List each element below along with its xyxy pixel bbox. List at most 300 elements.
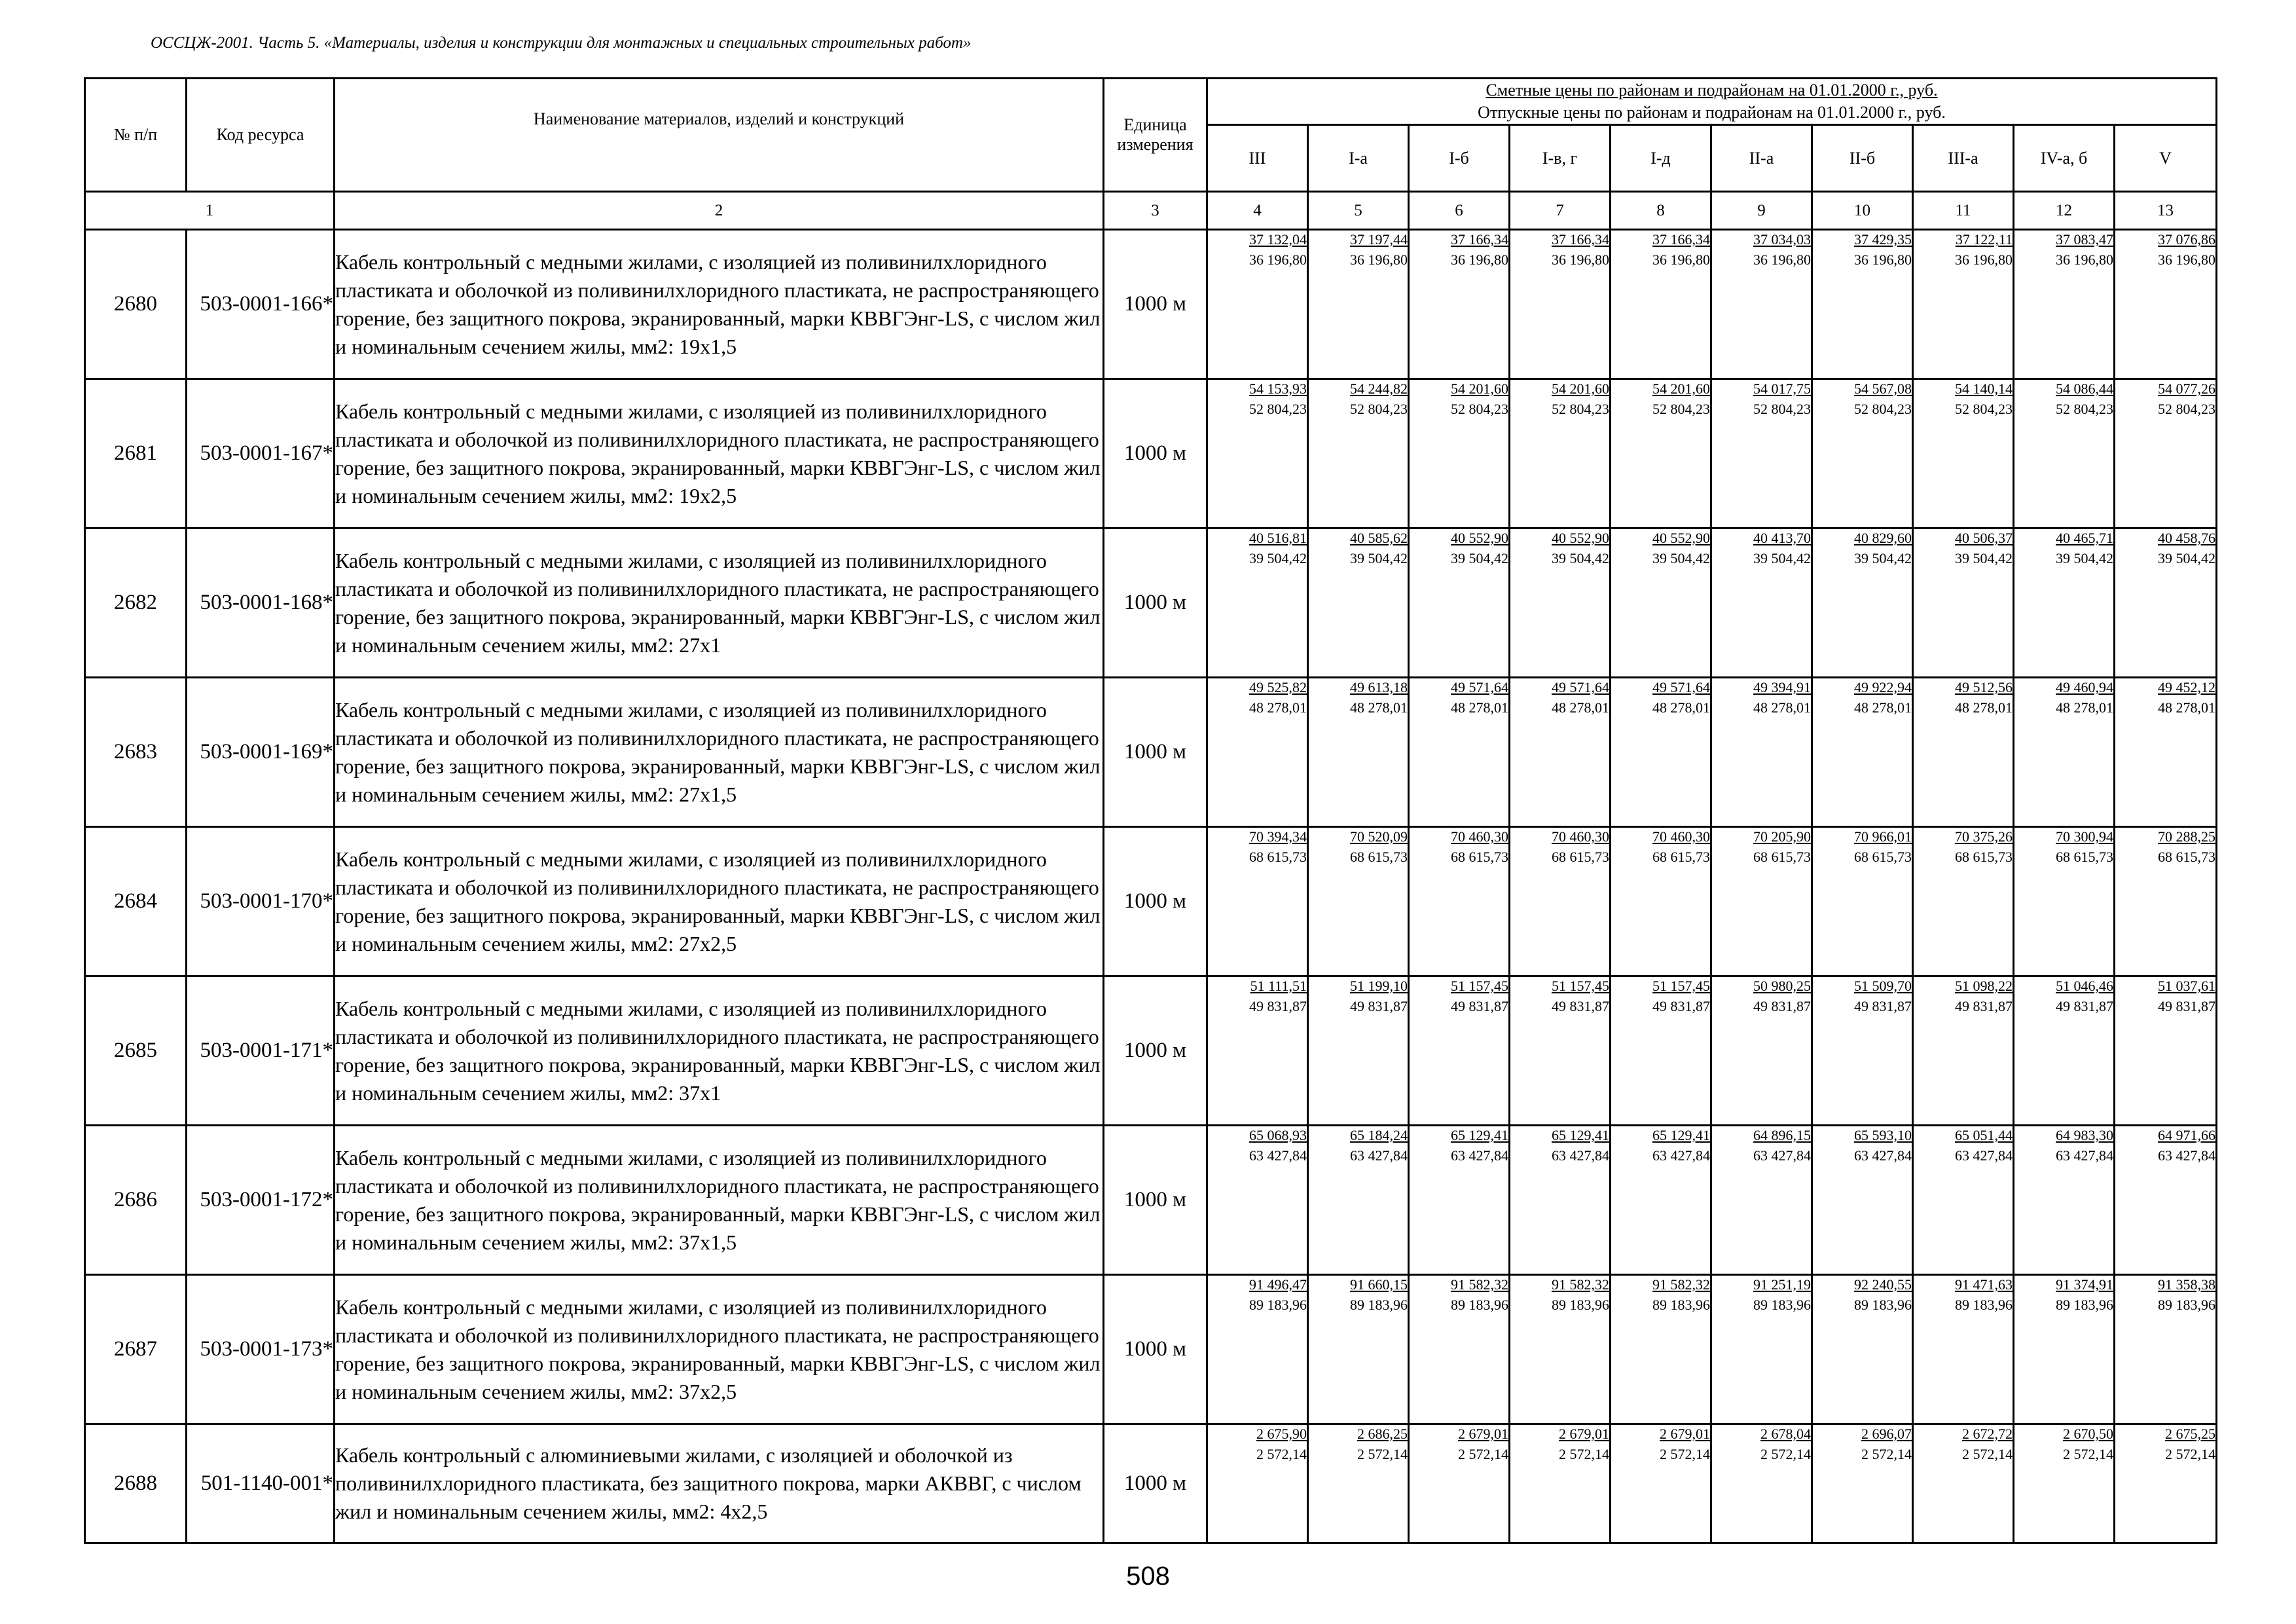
estimate-price: 2 679,01 [1458, 1426, 1508, 1442]
estimate-price: 51 157,45 [1652, 978, 1710, 994]
estimate-price: 70 205,90 [1753, 828, 1811, 845]
column-number-row [85, 192, 2217, 230]
price-cell [1913, 976, 2014, 1126]
release-price: 63 427,84 [2056, 1147, 2113, 1164]
estimate-price: 2 679,01 [1660, 1426, 1710, 1442]
material-name: Кабель контрольный с медными жилами, с изоляцией из поливинилхлоридного пластиката и оболочкой из поливинилхлоридного пластиката, не распространяющего горение, без защитного покрова, экранированный, марки КВВГЭнг-LS, с числом жил и номинальным сечением жилы, мм2: 27х1,5 [335, 678, 1104, 827]
estimate-price: 40 552,90 [1552, 530, 1609, 546]
column-number: 7 [1510, 192, 1611, 230]
release-price: 49 831,87 [1652, 998, 1710, 1014]
price-cell [1711, 827, 1812, 976]
release-price: 48 278,01 [1652, 699, 1710, 716]
release-price: 89 183,96 [2158, 1297, 2216, 1313]
release-price: 52 804,23 [1955, 401, 2013, 417]
column-number: 3 [1104, 192, 1207, 230]
row-number: 2687 [85, 1275, 187, 1424]
release-price: 63 427,84 [1955, 1147, 2013, 1164]
estimate-price: 54 244,82 [1350, 380, 1408, 397]
release-price: 39 504,42 [1753, 550, 1811, 566]
estimate-price: 40 552,90 [1451, 530, 1508, 546]
unit-of-measure: 1000 м [1104, 1126, 1207, 1275]
price-cell [1207, 1126, 1308, 1275]
estimate-price: 70 520,09 [1350, 828, 1408, 845]
estimate-price: 54 153,93 [1249, 380, 1307, 397]
price-cell [1611, 678, 1711, 827]
release-price: 39 504,42 [1350, 550, 1408, 566]
header-release-prices: Отпускные цены по районам и подрайонам на 01.01.2000 г., руб. [1478, 103, 1946, 122]
price-cell [1913, 230, 2014, 379]
header-price-group [1207, 79, 2217, 125]
estimate-price: 65 068,93 [1249, 1127, 1307, 1143]
release-price: 68 615,73 [2158, 849, 2216, 865]
price-cell [1711, 1126, 1812, 1275]
release-price: 36 196,80 [1955, 251, 2013, 268]
release-price: 68 615,73 [1249, 849, 1307, 865]
price-cell [1308, 1126, 1409, 1275]
price-cell [1207, 1424, 1308, 1543]
release-price: 48 278,01 [1854, 699, 1912, 716]
price-cell [2115, 678, 2217, 827]
price-cell [1913, 827, 2014, 976]
release-price: 2 572,14 [1962, 1446, 2013, 1462]
price-cell [1308, 1424, 1409, 1543]
estimate-price: 37 197,44 [1350, 231, 1408, 248]
price-cell [1510, 230, 1611, 379]
resource-code: 503-0001-172* [187, 1126, 335, 1275]
release-price: 39 504,42 [2056, 550, 2113, 566]
price-cell [2014, 1424, 2115, 1543]
price-cell [1409, 379, 1510, 528]
release-price: 48 278,01 [1350, 699, 1408, 716]
price-cell [2014, 827, 2115, 976]
release-price: 52 804,23 [1753, 401, 1811, 417]
estimate-price: 70 375,26 [1955, 828, 2013, 845]
price-cell [2014, 230, 2115, 379]
price-cell [1409, 528, 1510, 678]
estimate-price: 2 670,50 [2063, 1426, 2113, 1442]
material-name: Кабель контрольный с медными жилами, с изоляцией из поливинилхлоридного пластиката и оболочкой из поливинилхлоридного пластиката, не распространяющего горение, без защитного покрова, экранированный, марки КВВГЭнг-LS, с числом жил и номинальным сечением жилы, мм2: 19х1,5 [335, 230, 1104, 379]
release-price: 89 183,96 [2056, 1297, 2113, 1313]
release-price: 36 196,80 [2056, 251, 2113, 268]
estimate-price: 70 288,25 [2158, 828, 2216, 845]
estimate-price: 49 571,64 [1552, 679, 1609, 695]
price-cell [1913, 1424, 2014, 1543]
release-price: 39 504,42 [1955, 550, 2013, 566]
table-row [85, 1126, 2217, 1275]
region-header: III-а [1913, 125, 2014, 192]
release-price: 39 504,42 [1552, 550, 1609, 566]
price-cell [1308, 1275, 1409, 1424]
release-price: 48 278,01 [1753, 699, 1811, 716]
row-number: 2684 [85, 827, 187, 976]
estimate-price: 40 585,62 [1350, 530, 1408, 546]
page-number: 508 [1126, 1562, 1170, 1591]
release-price: 63 427,84 [1753, 1147, 1811, 1164]
estimate-price: 91 660,15 [1350, 1276, 1408, 1293]
header-estimate-prices: Сметные цены по районам и подрайонам на 01.01.2000 г., руб. [1485, 81, 1938, 100]
release-price: 49 831,87 [1552, 998, 1609, 1014]
release-price: 68 615,73 [1652, 849, 1710, 865]
price-cell [1711, 230, 1812, 379]
price-cell [1409, 1126, 1510, 1275]
estimate-price: 40 413,70 [1753, 530, 1811, 546]
estimate-price: 54 567,08 [1854, 380, 1912, 397]
release-price: 52 804,23 [2056, 401, 2113, 417]
release-price: 49 831,87 [1249, 998, 1307, 1014]
price-cell [2014, 976, 2115, 1126]
estimate-price: 50 980,25 [1753, 978, 1811, 994]
price-cell [2115, 1424, 2217, 1543]
estimate-price: 54 201,60 [1652, 380, 1710, 397]
price-cell [1913, 678, 2014, 827]
release-price: 89 183,96 [1552, 1297, 1609, 1313]
release-price: 89 183,96 [1249, 1297, 1307, 1313]
release-price: 63 427,84 [1552, 1147, 1609, 1164]
estimate-price: 2 672,72 [1962, 1426, 2013, 1442]
release-price: 2 572,14 [1256, 1446, 1307, 1462]
price-cell [1711, 379, 1812, 528]
estimate-price: 54 201,60 [1552, 380, 1609, 397]
price-cell [1510, 1424, 1611, 1543]
estimate-price: 65 129,41 [1652, 1127, 1710, 1143]
estimate-price: 2 675,90 [1256, 1426, 1307, 1442]
table-row [85, 1275, 2217, 1424]
estimate-price: 40 506,37 [1955, 530, 2013, 546]
estimate-price: 54 077,26 [2158, 380, 2216, 397]
estimate-price: 65 184,24 [1350, 1127, 1408, 1143]
price-cell [1611, 230, 1711, 379]
release-price: 2 572,14 [2165, 1446, 2216, 1462]
estimate-price: 51 157,45 [1552, 978, 1609, 994]
column-number: 13 [2115, 192, 2217, 230]
price-cell [1611, 528, 1711, 678]
material-name: Кабель контрольный с медными жилами, с изоляцией из поливинилхлоридного пластиката и оболочкой из поливинилхлоридного пластиката, не распространяющего горение, без защитного покрова, экранированный, марки КВВГЭнг-LS, с числом жил и номинальным сечением жилы, мм2: 37х1 [335, 976, 1104, 1126]
release-price: 48 278,01 [2056, 699, 2113, 716]
estimate-price: 49 460,94 [2056, 679, 2113, 695]
price-cell [1510, 379, 1611, 528]
release-price: 48 278,01 [1451, 699, 1508, 716]
estimate-price: 40 829,60 [1854, 530, 1912, 546]
estimate-price: 40 516,81 [1249, 530, 1307, 546]
unit-of-measure: 1000 м [1104, 1275, 1207, 1424]
material-name: Кабель контрольный с медными жилами, с изоляцией из поливинилхлоридного пластиката и оболочкой из поливинилхлоридного пластиката, не распространяющего горение, без защитного покрова, экранированный, марки КВВГЭнг-LS, с числом жил и номинальным сечением жилы, мм2: 19х2,5 [335, 379, 1104, 528]
price-cell [1510, 678, 1611, 827]
row-number: 2686 [85, 1126, 187, 1275]
price-cell [2014, 1126, 2115, 1275]
material-name: Кабель контрольный с алюминиевыми жилами, с изоляцией и оболочкой из поливинилхлоридного пластиката, без защитного покрова, марки АКВВГ, с числом жил и номинальным сечением жилы, мм2: 4х2,5 [335, 1424, 1104, 1543]
resource-code: 503-0001-166* [187, 230, 335, 379]
estimate-price: 91 582,32 [1552, 1276, 1609, 1293]
release-price: 39 504,42 [1249, 550, 1307, 566]
release-price: 36 196,80 [1652, 251, 1710, 268]
price-cell [1812, 230, 1913, 379]
price-cell [1913, 1275, 2014, 1424]
column-number: 1 [85, 192, 335, 230]
price-cell [1611, 976, 1711, 1126]
header-unit: Единица измерения [1104, 79, 1207, 192]
price-cell [1611, 1424, 1711, 1543]
price-cell [1812, 1275, 1913, 1424]
price-cell [1510, 1126, 1611, 1275]
estimate-price: 2 696,07 [1861, 1426, 1912, 1442]
price-cell [1812, 827, 1913, 976]
price-cell [1510, 976, 1611, 1126]
release-price: 36 196,80 [1854, 251, 1912, 268]
estimate-price: 51 157,45 [1451, 978, 1508, 994]
table-row [85, 528, 2217, 678]
column-number: 5 [1308, 192, 1409, 230]
price-cell [2115, 230, 2217, 379]
estimate-price: 40 465,71 [2056, 530, 2113, 546]
release-price: 68 615,73 [1552, 849, 1609, 865]
estimate-price: 65 129,41 [1451, 1127, 1508, 1143]
estimate-price: 2 675,25 [2165, 1426, 2216, 1442]
release-price: 63 427,84 [1652, 1147, 1710, 1164]
estimate-price: 37 083,47 [2056, 231, 2113, 248]
estimate-price: 49 571,64 [1652, 679, 1710, 695]
release-price: 68 615,73 [2056, 849, 2113, 865]
price-cell [1409, 230, 1510, 379]
price-cell [1711, 1424, 1812, 1543]
price-cell [2014, 1275, 2115, 1424]
release-price: 48 278,01 [1552, 699, 1609, 716]
release-price: 68 615,73 [1854, 849, 1912, 865]
region-header: III [1207, 125, 1308, 192]
price-cell [1913, 379, 2014, 528]
release-price: 48 278,01 [2158, 699, 2216, 716]
resource-code: 503-0001-173* [187, 1275, 335, 1424]
price-cell [1812, 528, 1913, 678]
estimate-price: 91 374,91 [2056, 1276, 2113, 1293]
release-price: 2 572,14 [1559, 1446, 1609, 1462]
estimate-price: 64 896,15 [1753, 1127, 1811, 1143]
price-cell [1711, 1275, 1812, 1424]
estimate-price: 91 582,32 [1652, 1276, 1710, 1293]
resource-code: 503-0001-168* [187, 528, 335, 678]
estimate-price: 91 496,47 [1249, 1276, 1307, 1293]
estimate-price: 54 201,60 [1451, 380, 1508, 397]
estimate-price: 37 166,34 [1552, 231, 1609, 248]
estimate-price: 49 512,56 [1955, 679, 2013, 695]
resource-code: 501-1140-001* [187, 1424, 335, 1543]
price-cell [1207, 678, 1308, 827]
resource-code: 503-0001-169* [187, 678, 335, 827]
estimate-price: 91 471,63 [1955, 1276, 2013, 1293]
estimate-price: 64 983,30 [2056, 1127, 2113, 1143]
release-price: 39 504,42 [2158, 550, 2216, 566]
release-price: 48 278,01 [1955, 699, 2013, 716]
column-number: 10 [1812, 192, 1913, 230]
release-price: 49 831,87 [1451, 998, 1508, 1014]
price-cell [1207, 976, 1308, 1126]
price-cell [1711, 528, 1812, 678]
estimate-price: 2 678,04 [1760, 1426, 1811, 1442]
region-header: II-б [1812, 125, 1913, 192]
price-cell [1308, 976, 1409, 1126]
price-cell [1711, 976, 1812, 1126]
release-price: 36 196,80 [2158, 251, 2216, 268]
price-cell [1611, 379, 1711, 528]
release-price: 89 183,96 [1350, 1297, 1408, 1313]
price-cell [1812, 976, 1913, 1126]
estimate-price: 70 394,34 [1249, 828, 1307, 845]
row-number: 2680 [85, 230, 187, 379]
price-cell [1812, 1126, 1913, 1275]
estimate-price: 54 140,14 [1955, 380, 2013, 397]
price-cell [2014, 379, 2115, 528]
release-price: 36 196,80 [1249, 251, 1307, 268]
unit-of-measure: 1000 м [1104, 976, 1207, 1126]
release-price: 2 572,14 [1660, 1446, 1710, 1462]
estimate-price: 70 460,30 [1451, 828, 1508, 845]
price-cell [1207, 379, 1308, 528]
column-number: 11 [1913, 192, 2014, 230]
price-cell [1207, 528, 1308, 678]
estimate-price: 51 509,70 [1854, 978, 1912, 994]
price-cell [1409, 827, 1510, 976]
price-cell [1308, 528, 1409, 678]
column-number: 6 [1409, 192, 1510, 230]
price-cell [1510, 1275, 1611, 1424]
release-price: 49 831,87 [1854, 998, 1912, 1014]
estimate-price: 70 460,30 [1552, 828, 1609, 845]
release-price: 36 196,80 [1350, 251, 1408, 268]
estimate-price: 2 679,01 [1559, 1426, 1609, 1442]
estimate-price: 51 199,10 [1350, 978, 1408, 994]
region-header: V [2115, 125, 2217, 192]
release-price: 49 831,87 [1350, 998, 1408, 1014]
resource-code: 503-0001-167* [187, 379, 335, 528]
estimate-price: 49 525,82 [1249, 679, 1307, 695]
material-name: Кабель контрольный с медными жилами, с изоляцией из поливинилхлоридного пластиката и оболочкой из поливинилхлоридного пластиката, не распространяющего горение, без защитного покрова, экранированный, марки КВВГЭнг-LS, с числом жил и номинальным сечением жилы, мм2: 37х2,5 [335, 1275, 1104, 1424]
release-price: 89 183,96 [1854, 1297, 1912, 1313]
estimate-price: 49 571,64 [1451, 679, 1508, 695]
estimate-price: 49 394,91 [1753, 679, 1811, 695]
estimate-price: 70 460,30 [1652, 828, 1710, 845]
release-price: 68 615,73 [1955, 849, 2013, 865]
estimate-price: 37 166,34 [1652, 231, 1710, 248]
price-cell [1308, 678, 1409, 827]
price-cell [1812, 678, 1913, 827]
release-price: 2 572,14 [1760, 1446, 1811, 1462]
estimate-price: 49 922,94 [1854, 679, 1912, 695]
release-price: 36 196,80 [1451, 251, 1508, 268]
region-header: I-в, г [1510, 125, 1611, 192]
release-price: 52 804,23 [1350, 401, 1408, 417]
release-price: 52 804,23 [2158, 401, 2216, 417]
release-price: 2 572,14 [2063, 1446, 2113, 1462]
price-cell [1409, 678, 1510, 827]
estimate-price: 51 046,46 [2056, 978, 2113, 994]
release-price: 68 615,73 [1753, 849, 1811, 865]
estimate-price: 37 122,11 [1955, 231, 2013, 248]
estimate-price: 65 593,10 [1854, 1127, 1912, 1143]
price-cell [1913, 528, 2014, 678]
release-price: 48 278,01 [1249, 699, 1307, 716]
release-price: 52 804,23 [1249, 401, 1307, 417]
release-price: 49 831,87 [2158, 998, 2216, 1014]
release-price: 63 427,84 [1854, 1147, 1912, 1164]
release-price: 2 572,14 [1458, 1446, 1508, 1462]
region-header: I-а [1308, 125, 1409, 192]
price-cell [1308, 379, 1409, 528]
estimate-price: 91 251,19 [1753, 1276, 1811, 1293]
price-cell [1913, 1126, 2014, 1275]
column-number: 8 [1611, 192, 1711, 230]
release-price: 39 504,42 [1854, 550, 1912, 566]
price-cell [2115, 1275, 2217, 1424]
table-body [85, 192, 2217, 1543]
price-cell [2115, 976, 2217, 1126]
unit-of-measure: 1000 м [1104, 827, 1207, 976]
column-number: 2 [335, 192, 1104, 230]
release-price: 52 804,23 [1552, 401, 1609, 417]
price-cell [2014, 678, 2115, 827]
unit-of-measure: 1000 м [1104, 528, 1207, 678]
estimate-price: 51 111,51 [1250, 978, 1307, 994]
table-row [85, 1424, 2217, 1543]
unit-of-measure: 1000 м [1104, 230, 1207, 379]
estimate-price: 64 971,66 [2158, 1127, 2216, 1143]
release-price: 2 572,14 [1861, 1446, 1912, 1462]
release-price: 63 427,84 [2158, 1147, 2216, 1164]
estimate-price: 37 132,04 [1249, 231, 1307, 248]
price-cell [1207, 230, 1308, 379]
price-cell [1711, 678, 1812, 827]
header-no: № п/п [85, 79, 187, 192]
price-cell [1409, 1275, 1510, 1424]
material-name: Кабель контрольный с медными жилами, с изоляцией из поливинилхлоридного пластиката и оболочкой из поливинилхлоридного пластиката, не распространяющего горение, без защитного покрова, экранированный, марки КВВГЭнг-LS, с числом жил и номинальным сечением жилы, мм2: 37х1,5 [335, 1126, 1104, 1275]
release-price: 39 504,42 [1451, 550, 1508, 566]
column-number: 12 [2014, 192, 2115, 230]
release-price: 52 804,23 [1854, 401, 1912, 417]
release-price: 89 183,96 [1955, 1297, 2013, 1313]
region-header: I-д [1611, 125, 1711, 192]
running-head: ОССЦЖ-2001. Часть 5. «Материалы, изделия и конструкции для монтажных и специальных строительных работ» [151, 34, 972, 52]
release-price: 89 183,96 [1753, 1297, 1811, 1313]
price-cell [1812, 379, 1913, 528]
price-cell [1611, 1275, 1711, 1424]
estimate-price: 70 966,01 [1854, 828, 1912, 845]
release-price: 63 427,84 [1350, 1147, 1408, 1164]
estimate-price: 65 129,41 [1552, 1127, 1609, 1143]
table-row [85, 379, 2217, 528]
estimate-price: 51 037,61 [2158, 978, 2216, 994]
region-header: IV-а, б [2014, 125, 2115, 192]
price-cell [1812, 1424, 1913, 1543]
price-cell [1308, 230, 1409, 379]
release-price: 36 196,80 [1753, 251, 1811, 268]
release-price: 89 183,96 [1652, 1297, 1710, 1313]
price-cell [1611, 1126, 1711, 1275]
price-cell [1207, 827, 1308, 976]
unit-of-measure: 1000 м [1104, 1424, 1207, 1543]
header-name: Наименование материалов, изделий и конструкций [335, 79, 1104, 192]
price-cell [1510, 528, 1611, 678]
resource-code: 503-0001-170* [187, 827, 335, 976]
estimate-price: 40 458,76 [2158, 530, 2216, 546]
row-number: 2682 [85, 528, 187, 678]
price-cell [1308, 827, 1409, 976]
price-cell [2115, 379, 2217, 528]
region-header: II-а [1711, 125, 1812, 192]
price-cell [2115, 528, 2217, 678]
release-price: 36 196,80 [1552, 251, 1609, 268]
estimate-price: 54 017,75 [1753, 380, 1811, 397]
price-cell [1510, 827, 1611, 976]
release-price: 68 615,73 [1451, 849, 1508, 865]
estimate-price: 91 358,38 [2158, 1276, 2216, 1293]
